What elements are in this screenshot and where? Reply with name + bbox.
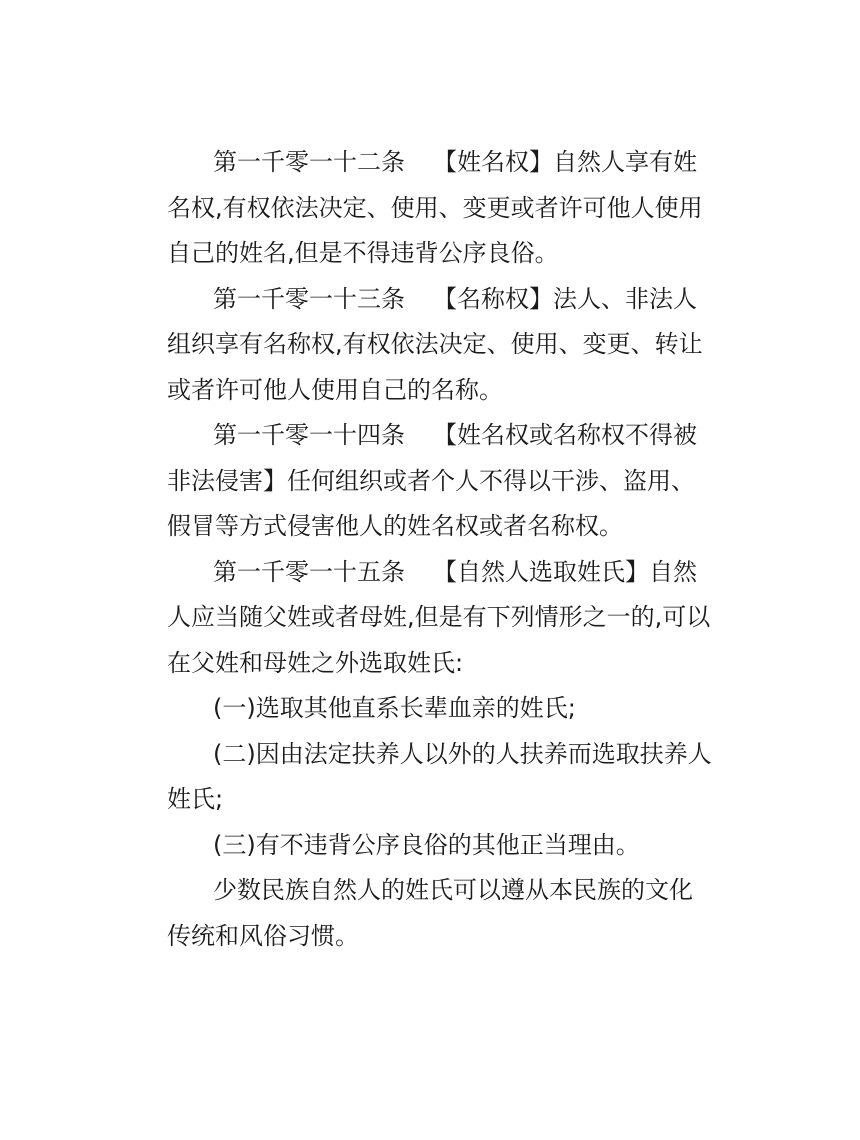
article-text: 法人、非法人	[553, 284, 697, 313]
article-text: 自然人享有姓	[553, 148, 697, 176]
article-text: 名权,有权依法决定、使用、变更或者许可他人使用	[167, 193, 703, 222]
article-1012	[167, 140, 707, 277]
article-1013	[167, 277, 707, 414]
list-item	[167, 823, 707, 869]
closing-text: 少数民族自然人的姓氏可以遵从本民族的文化	[213, 876, 693, 904]
article-number: 第一千零一十五条	[213, 557, 405, 586]
article-text: 人应当随父姓或者母姓,但是有下列情形之一的,可以	[167, 603, 711, 631]
article-line	[167, 277, 707, 323]
list-item	[167, 686, 707, 732]
document-body	[167, 140, 712, 959]
closing-paragraph	[167, 868, 707, 959]
item-text: 姓氏;	[167, 785, 224, 813]
closing-text: 传统和风俗习惯。	[167, 921, 359, 950]
article-number: 第一千零一十二条	[213, 148, 405, 176]
article-number: 第一千零一十四条	[213, 421, 405, 449]
item-text: (二)因由法定扶养人以外的人扶养而选取扶养人	[213, 739, 712, 768]
article-text: 组织享有名称权,有权依法决定、使用、变更、转让	[167, 330, 703, 358]
article-text: 在父姓和母姓之外选取姓氏:	[167, 648, 464, 677]
list-item	[167, 732, 712, 823]
item-text: (一)选取其他直系长辈血亲的姓氏;	[213, 694, 576, 722]
article-text: 自己的姓名,但是不得违背公序良俗。	[167, 239, 559, 267]
article-title: 【姓名权】	[433, 148, 553, 176]
article-line	[167, 140, 707, 186]
article-1014	[167, 413, 707, 550]
article-title: 【姓名权或名称权不得被	[433, 421, 697, 449]
item-text: (三)有不违背公序良俗的其他正当理由。	[213, 830, 640, 859]
article-text: 非法侵害】任何组织或者个人不得以干涉、盗用、	[167, 466, 695, 495]
article-text: 自然	[649, 557, 697, 586]
article-line	[167, 550, 707, 596]
article-text: 或者许可他人使用自己的名称。	[167, 375, 503, 404]
article-number: 第一千零一十三条	[213, 284, 405, 313]
article-line	[167, 413, 707, 459]
article-text: 假冒等方式侵害他人的姓名权或者名称权。	[167, 512, 623, 540]
article-1015	[167, 550, 711, 687]
article-title: 【名称权】	[433, 284, 553, 313]
article-title: 【自然人选取姓氏】	[433, 557, 649, 586]
